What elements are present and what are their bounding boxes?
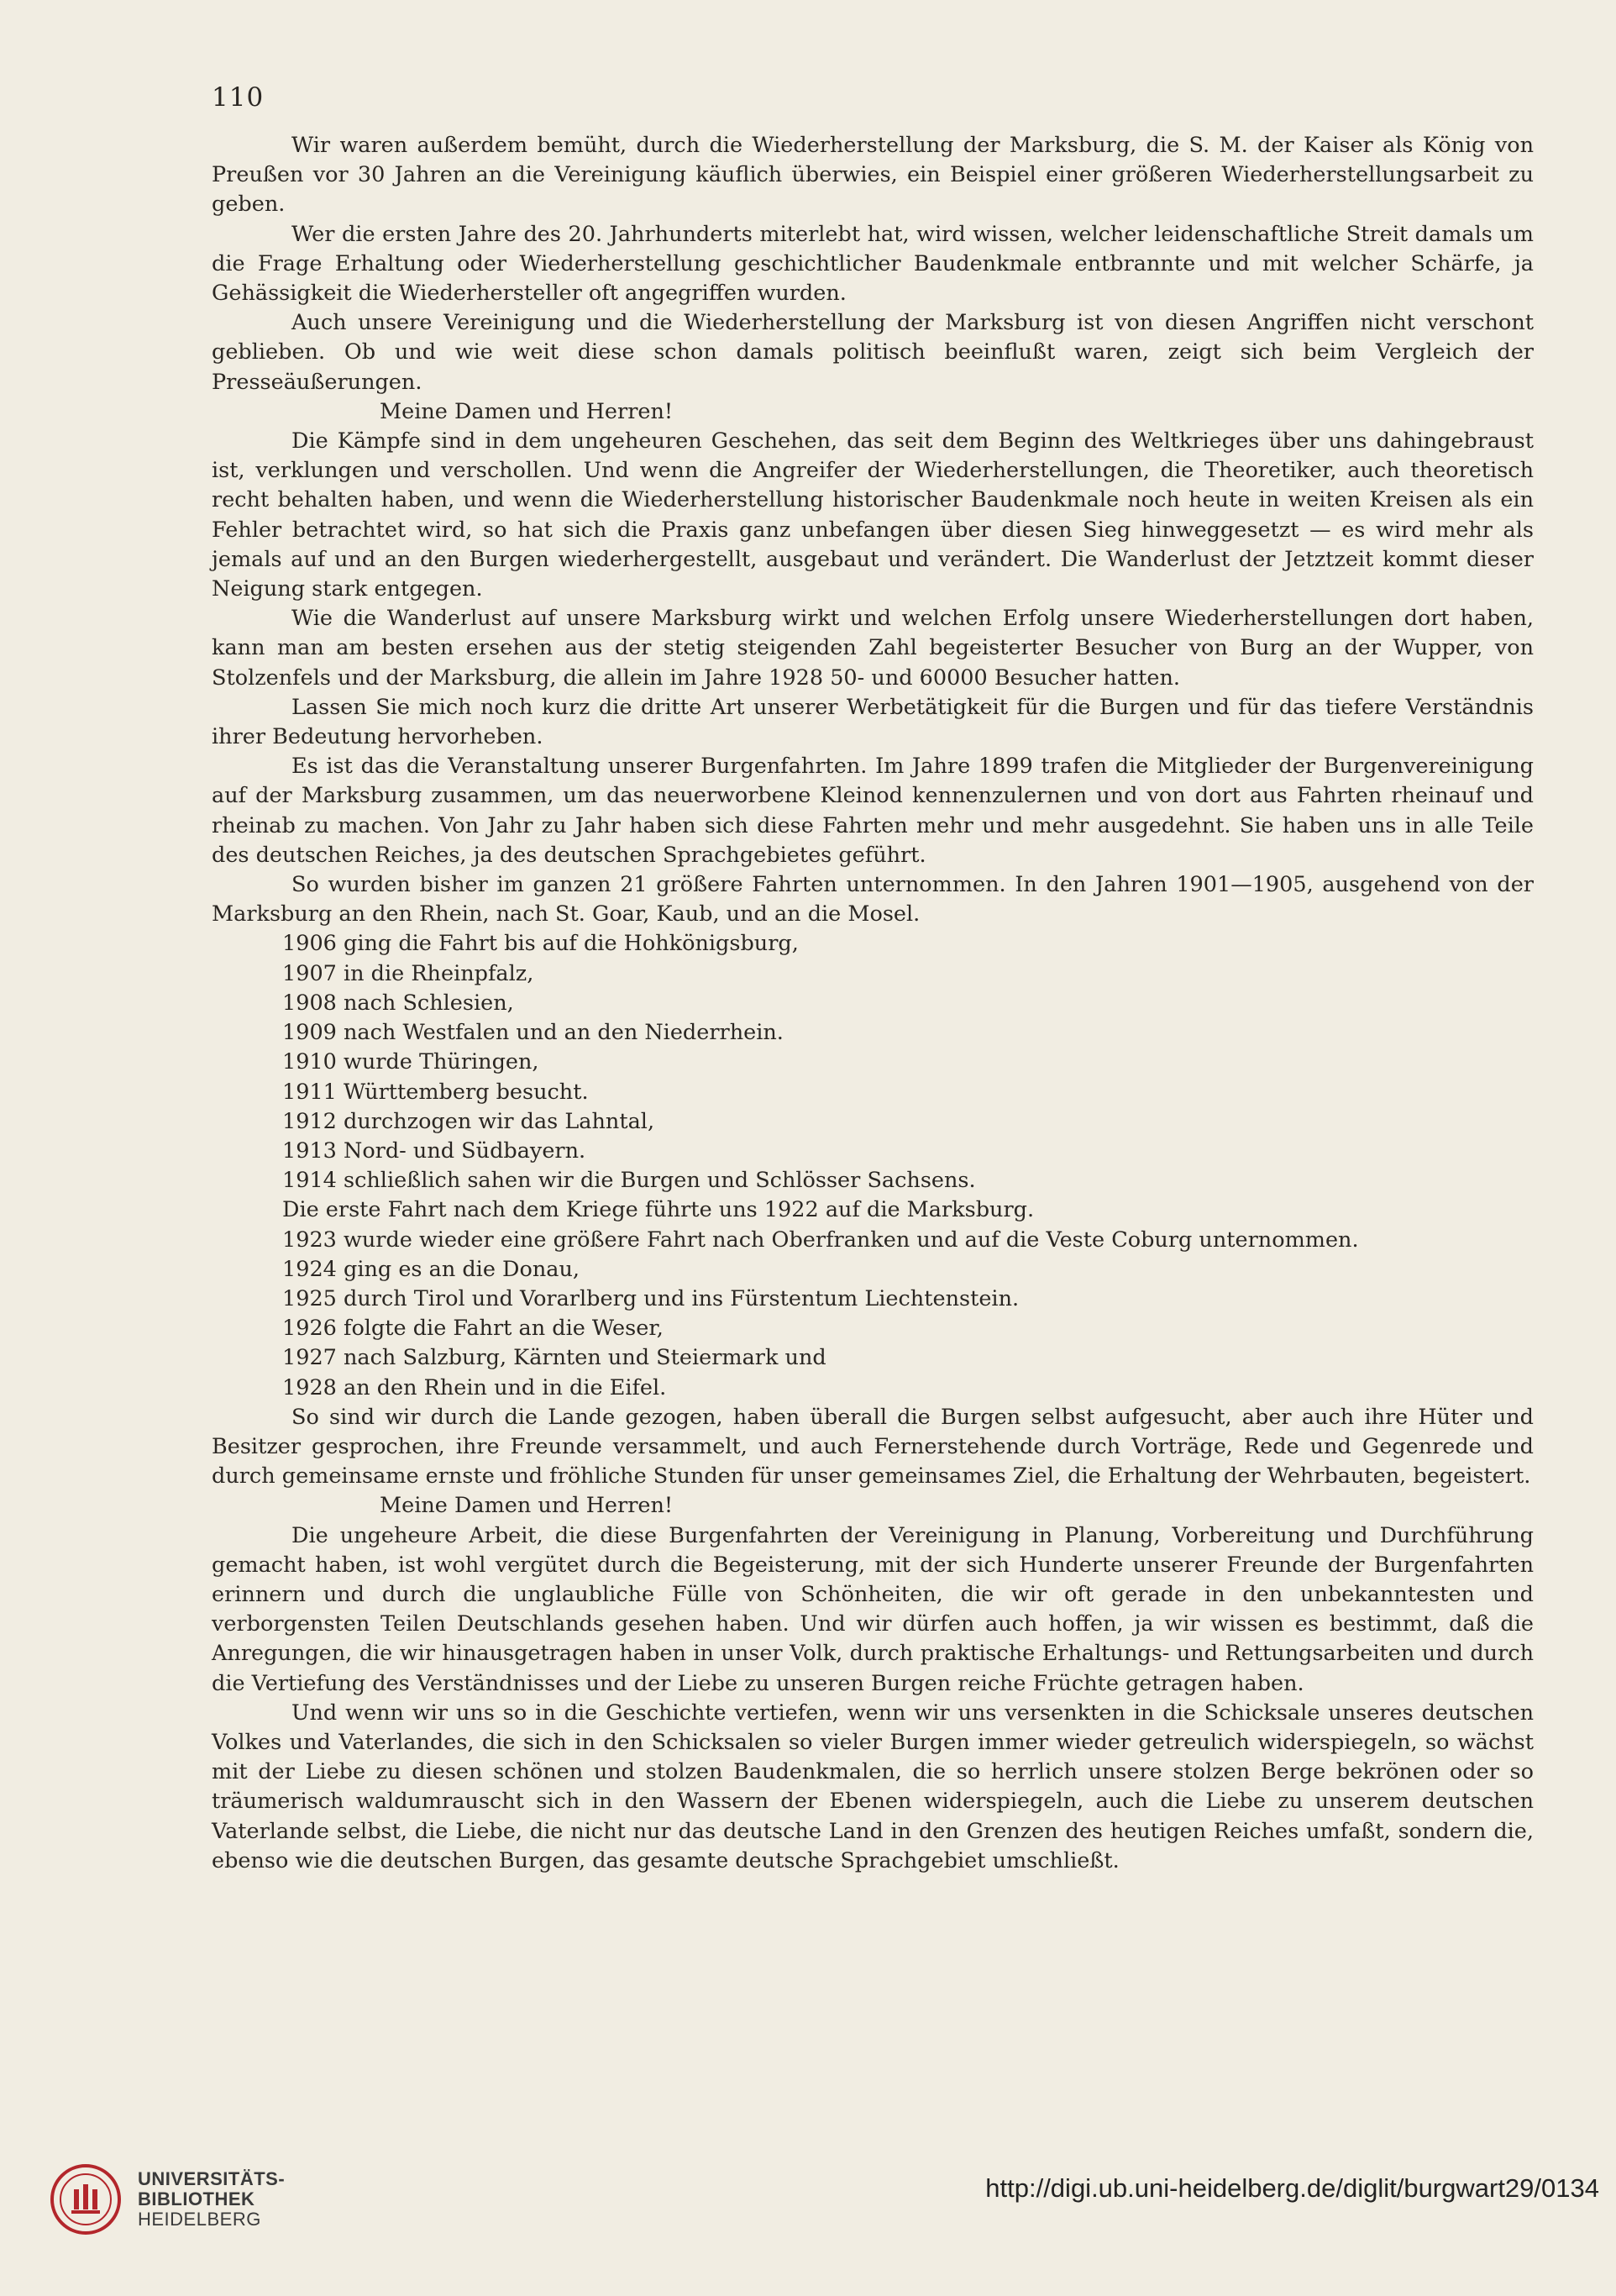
logo-line-1: UNIVERSITÄTS- [138, 2168, 286, 2189]
list-item: 1924 ging es an die Donau, [282, 1256, 580, 1282]
paragraph: Die Kämpfe sind in dem ungeheuren Geschehen, das seit dem Beginn des Weltkrieges über uns dahingebraust ist, verklungen und verschollen. Und wenn die Angreifer der Wiederherstellungen, die Theoretiker, auch theoretisch recht behalten haben, und wenn die Wiederherstellung historischer Baudenkmale noch heute in weiten Kreisen als ein Fehler betrachtet wird, so hat sich die Praxis ganz unbefangen über diesen Sieg hinweggesetzt — es wird mehr als jemals auf und an den Burgen wiederhergestellt, ausgebaut und verändert. Die Wanderlust der Jetztzeit kommt dieser Neigung stark entgegen. [212, 428, 1534, 602]
list-item: 1912 durchzogen wir das Lahntal, [282, 1108, 655, 1134]
paragraph: Es ist das die Veranstaltung unserer Burgenfahrten. Im Jahre 1899 trafen die Mitglieder der Burgenvereinigung auf der Marksburg zusammen, um das neuerworbene Kleinod kennenzulernen und von dort aus Fahrten rheinauf und rheinab zu machen. Von Jahr zu Jahr haben sich diese Fahrten mehr und mehr ausgedehnt. Sie haben uns in alle Teile des deutschen Reiches, ja des deutschen Sprachgebietes geführt. [212, 754, 1534, 868]
list-item: 1927 nach Salzburg, Kärnten und Steiermark und [282, 1345, 826, 1371]
logo-line-2: BIBLIOTHEK [138, 2188, 255, 2209]
paragraph: Auch unsere Vereinigung und die Wiederherstellung der Marksburg ist von diesen Angriffen nicht verschont geblieben. Ob und wie weit diese schon damals politisch beeinflußt waren, zeigt sich beim Vergleich der Presseäußerungen. [212, 310, 1534, 395]
list-item: 1928 an den Rhein und in die Eifel. [282, 1374, 667, 1400]
list-item: 1910 wurde Thüringen, [282, 1049, 539, 1075]
list-item: 1923 wurde wieder eine größere Fahrt nach Oberfranken und auf die Veste Coburg unternommen. [282, 1227, 1359, 1253]
paragraph: Wie die Wanderlust auf unsere Marksburg wirkt und welchen Erfolg unsere Wiederherstellungen dort haben, kann man am besten ersehen aus der stetig steigenden Zahl begeisterter Besucher von Burg an der Wupper, von Stolzenfels und der Marksburg, die allein im Jahre 1928 50- und 60000 Besucher hatten. [212, 606, 1534, 691]
list-item: 1926 folgte die Fahrt an die Weser, [282, 1316, 664, 1342]
source-url-link[interactable]: http://digi.ub.uni-heidelberg.de/diglit/burgwart29/0134 [985, 2173, 1599, 2203]
paragraph: Lassen Sie mich noch kurz die dritte Art unserer Werbetätigkeit für die Burgen und für das tiefere Verständnis ihrer Bedeutung hervorheben. [212, 694, 1534, 750]
list-item: 1925 durch Tirol und Vorarlberg und ins Fürstentum Liechtenstein. [282, 1285, 1020, 1311]
paragraph: Die ungeheure Arbeit, die diese Burgenfahrten der Vereinigung in Planung, Vorbereitung und Durchführung gemacht haben, ist wohl vergütet durch die Begeisterung, mit der sich Hunderte unserer Freunde der Burgenfahrten erinnern und durch die unglaubliche Fülle von Schönheiten, die wir oft gerade in den unbekanntesten und verborgensten Teilen Deutschlands gesehen haben. Und wir dürfen auch hoffen, ja wir wissen es bestimmt, daß die Anregungen, die wir hinausgetragen haben in unser Volk, durch praktische Erhaltungs- und Rettungsarbeiten und durch die Vertiefung des Verständnisses und der Liebe zu unseren Burgen reiche Früchte getragen haben. [212, 1522, 1534, 1696]
salutation: Meine Damen und Herren! [380, 1493, 674, 1519]
library-logo[interactable] [49, 2162, 285, 2236]
logo-line-3: HEIDELBERG [138, 2209, 261, 2230]
paragraph: So sind wir durch die Lande gezogen, haben überall die Burgen selbst aufgesucht, aber auch ihre Hüter und Besitzer gesprochen, ihre Freunde versammelt, und auch Fernerstehende durch Vorträge, Rede und Gegenrede und durch gemeinsame ernste und fröhliche Stunden für unser gemeinsames Ziel, die Erhaltung der Wehrbauten, begeistert. [212, 1404, 1534, 1490]
paragraph: Wer die ersten Jahre des 20. Jahrhunderts miterlebt hat, wird wissen, welcher leidenschaftliche Streit damals um die Frage Erhaltung oder Wiederherstellung geschichtlicher Baudenkmale entbrannte und mit welcher Schärfe, ja Gehässigkeit die Wiederhersteller oft angegriffen wurden. [212, 221, 1534, 307]
list-item: 1913 Nord- und Südbayern. [282, 1137, 586, 1164]
paragraph: So wurden bisher im ganzen 21 größere Fahrten unternommen. In den Jahren 1901—1905, ausgehend von der Marksburg an den Rhein, nach St. Goar, Kaub, und an die Mosel. [212, 872, 1534, 927]
library-seal-icon [49, 2162, 123, 2236]
salutation: Meine Damen und Herren! [380, 398, 674, 424]
article-text [212, 131, 1534, 1876]
list-item: Die erste Fahrt nach dem Kriege führte uns 1922 auf die Marksburg. [282, 1197, 1035, 1223]
list-item: 1911 Württemberg besucht. [282, 1079, 589, 1105]
paragraph: Und wenn wir uns so in die Geschichte vertiefen, wenn wir uns versenkten in die Schicksale unseres deutschen Volkes und Vaterlandes, die sich in den Schicksalen so vieler Burgen immer wieder getreulich widerspiegeln, so wächst mit der Liebe zu diesen schönen und stolzen Baudenkmalen, die so herrlich unsere stolzen Berge bekrönen oder so träumerisch waldumrauscht sich in den Wassern der Ebenen widerspiegeln, auch die Liebe zu unserem deutschen Vaterlande selbst, die Liebe, die nicht nur das deutsche Land in den Grenzen des heutigen Reiches umfaßt, sondern die, ebenso wie die deutschen Burgen, das gesamte deutsche Sprachgebiet umschließt. [212, 1700, 1534, 1873]
list-item: 1914 schließlich sahen wir die Burgen und Schlösser Sachsens. [282, 1168, 976, 1194]
list-item: 1906 ging die Fahrt bis auf die Hohkönigsburg, [282, 931, 799, 957]
page-number: 110 [212, 82, 265, 113]
list-item: 1908 nach Schlesien, [282, 990, 514, 1016]
list-item: 1909 nach Westfalen und an den Niederrhein. [282, 1020, 784, 1046]
list-item: 1907 in die Rheinpfalz, [282, 960, 534, 986]
paragraph: Wir waren außerdem bemüht, durch die Wiederherstellung der Marksburg, die S. M. der Kaiser als König von Preußen vor 30 Jahren an die Vereinigung käuflich überwies, ein Beispiel einer größeren Wiederherstellungsarbeit zu geben. [212, 133, 1534, 218]
